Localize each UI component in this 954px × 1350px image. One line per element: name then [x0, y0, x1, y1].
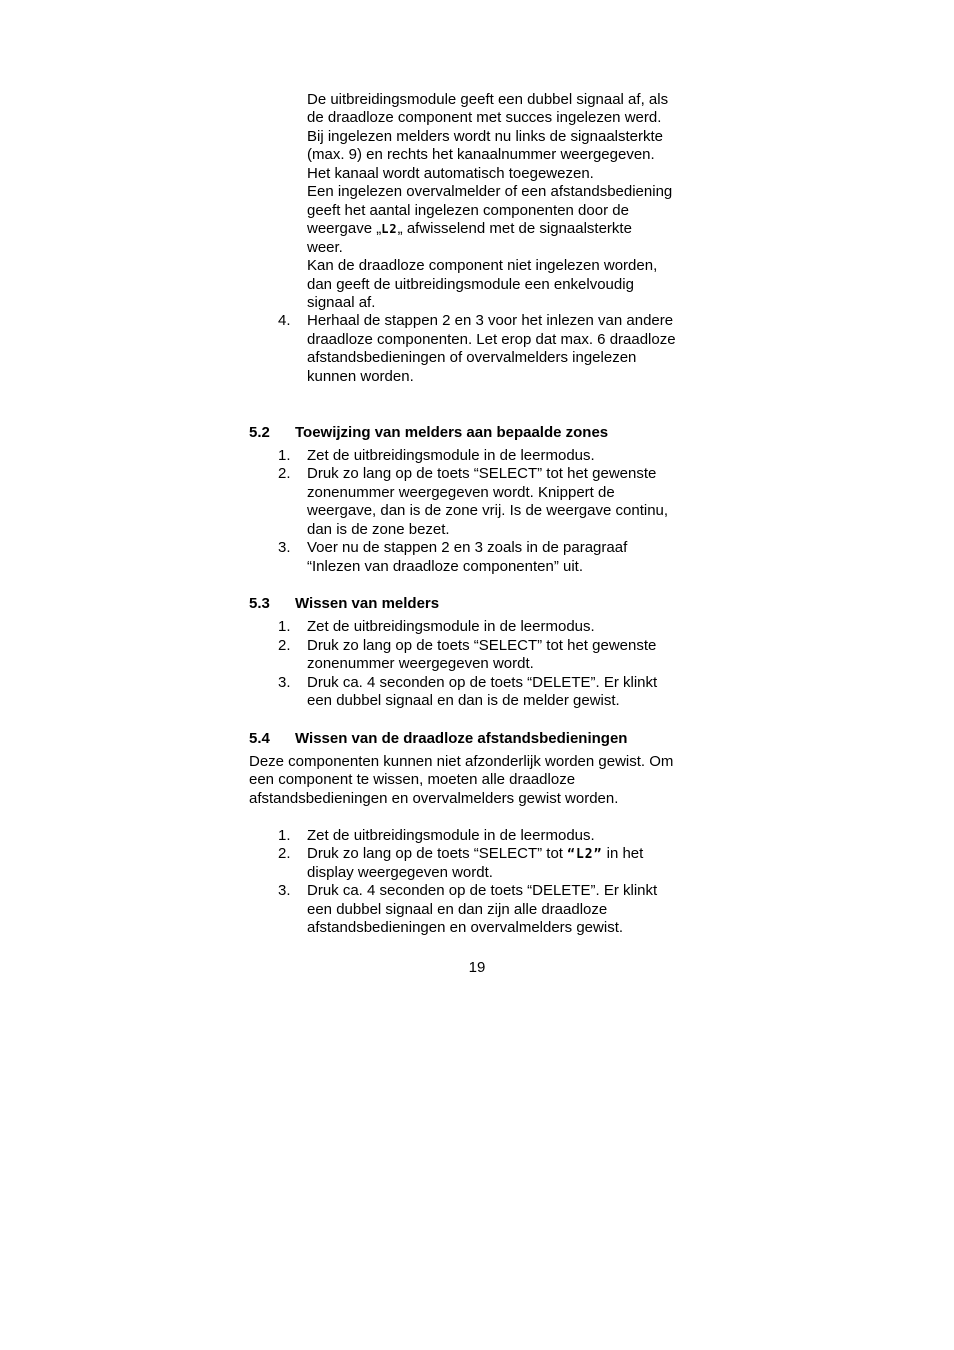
list-item-line: kunnen worden. — [307, 368, 414, 385]
intro-line: Het kanaal wordt automatisch toegewezen. — [307, 165, 594, 182]
list-number: 4. — [278, 312, 291, 329]
list-number: 2. — [278, 845, 291, 862]
list-item-line: Druk ca. 4 seconden op de toets “DELETE”. Er klinkt — [307, 674, 658, 691]
list-text-part: in het — [602, 845, 644, 862]
list-item-line: draadloze componenten. Let erop dat max. 6 draadloze — [307, 331, 676, 348]
list-item-line: “Inlezen van draadloze componenten” uit. — [307, 558, 584, 575]
intro-line: De uitbreidingsmodule geeft een dubbel signaal af, als — [307, 91, 669, 108]
lcd-display-code: L2 — [381, 222, 398, 236]
list-item-line: Zet de uitbreidingsmodule in de leermodus. — [307, 618, 595, 635]
list-item-line: Herhaal de stappen 2 en 3 voor het inlezen van andere — [307, 312, 674, 329]
section-title: Toewijzing van melders aan bepaalde zones — [295, 424, 609, 441]
list-item-line: Voer nu de stappen 2 en 3 zoals in de paragraaf — [307, 539, 628, 556]
intro-line: Een ingelezen overvalmelder of een afstandsbediening — [307, 183, 673, 200]
section-title: Wissen van de draadloze afstandsbedieningen — [295, 730, 628, 747]
list-number: 3. — [278, 539, 291, 556]
list-item-line — [307, 845, 643, 864]
section-number: 5.4 — [249, 730, 270, 747]
intro-line: geeft het aantal ingelezen componenten door de — [307, 202, 629, 219]
list-text-part: Druk zo lang op de toets “SELECT” tot — [307, 845, 568, 862]
list-number: 1. — [278, 447, 291, 464]
list-number: 3. — [278, 674, 291, 691]
intro-line: signaal af. — [307, 294, 376, 311]
list-item-line: afstandsbedieningen en overvalmelders gewist. — [307, 919, 624, 936]
list-item-line: zonenummer weergegeven wordt. — [307, 655, 534, 672]
intro-line: de draadloze component met succes ingelezen werd. — [307, 109, 662, 126]
list-item-line: Druk zo lang op de toets “SELECT” tot het gewenste — [307, 637, 657, 654]
page-number: 19 — [468, 959, 486, 976]
section-title: Wissen van melders — [295, 595, 440, 612]
list-item-line: display weergegeven wordt. — [307, 864, 493, 881]
intro-line: Bij ingelezen melders wordt nu links de signaalsterkte — [307, 128, 664, 145]
intro-line — [307, 220, 632, 238]
list-number: 1. — [278, 827, 291, 844]
intro-text-part: weergave „ — [307, 220, 382, 237]
paragraph-line: afstandsbedieningen en overvalmelders gewist worden. — [249, 790, 619, 807]
list-number: 2. — [278, 637, 291, 654]
list-item-line: Druk zo lang op de toets “SELECT” tot het gewenste — [307, 465, 657, 482]
list-number: 2. — [278, 465, 291, 482]
list-item-line: Zet de uitbreidingsmodule in de leermodus. — [307, 447, 595, 464]
list-number: 3. — [278, 882, 291, 899]
intro-line: dan geeft de uitbreidingsmodule een enkelvoudig — [307, 276, 634, 293]
list-item-line: weergave, dan is de zone vrij. Is de weergave continu, — [307, 502, 669, 519]
list-item-line: Zet de uitbreidingsmodule in de leermodus. — [307, 827, 595, 844]
list-item-line: zonenummer weergegeven wordt. Knippert de — [307, 484, 615, 501]
intro-line: weer. — [307, 239, 343, 256]
list-item-line: een dubbel signaal en dan zijn alle draadloze — [307, 901, 608, 918]
lcd-display-code: “L2” — [567, 847, 603, 862]
list-item-line: afstandsbedieningen of overvalmelders ingelezen — [307, 349, 637, 366]
intro-line: Kan de draadloze component niet ingelezen worden, — [307, 257, 658, 274]
list-item-line: dan is de zone bezet. — [307, 521, 450, 538]
list-item-line: Druk ca. 4 seconden op de toets “DELETE”. Er klinkt — [307, 882, 658, 899]
section-number: 5.2 — [249, 424, 270, 441]
paragraph-line: een component te wissen, moeten alle draadloze — [249, 771, 576, 788]
section-number: 5.3 — [249, 595, 270, 612]
list-number: 1. — [278, 618, 291, 635]
list-item-line: een dubbel signaal en dan is de melder gewist. — [307, 692, 620, 709]
paragraph-line: Deze componenten kunnen niet afzonderlijk worden gewist. Om — [249, 753, 674, 770]
intro-line: (max. 9) en rechts het kanaalnummer weergegeven. — [307, 146, 655, 163]
intro-text-part: „ afwisselend met de signaalsterkte — [397, 220, 632, 237]
